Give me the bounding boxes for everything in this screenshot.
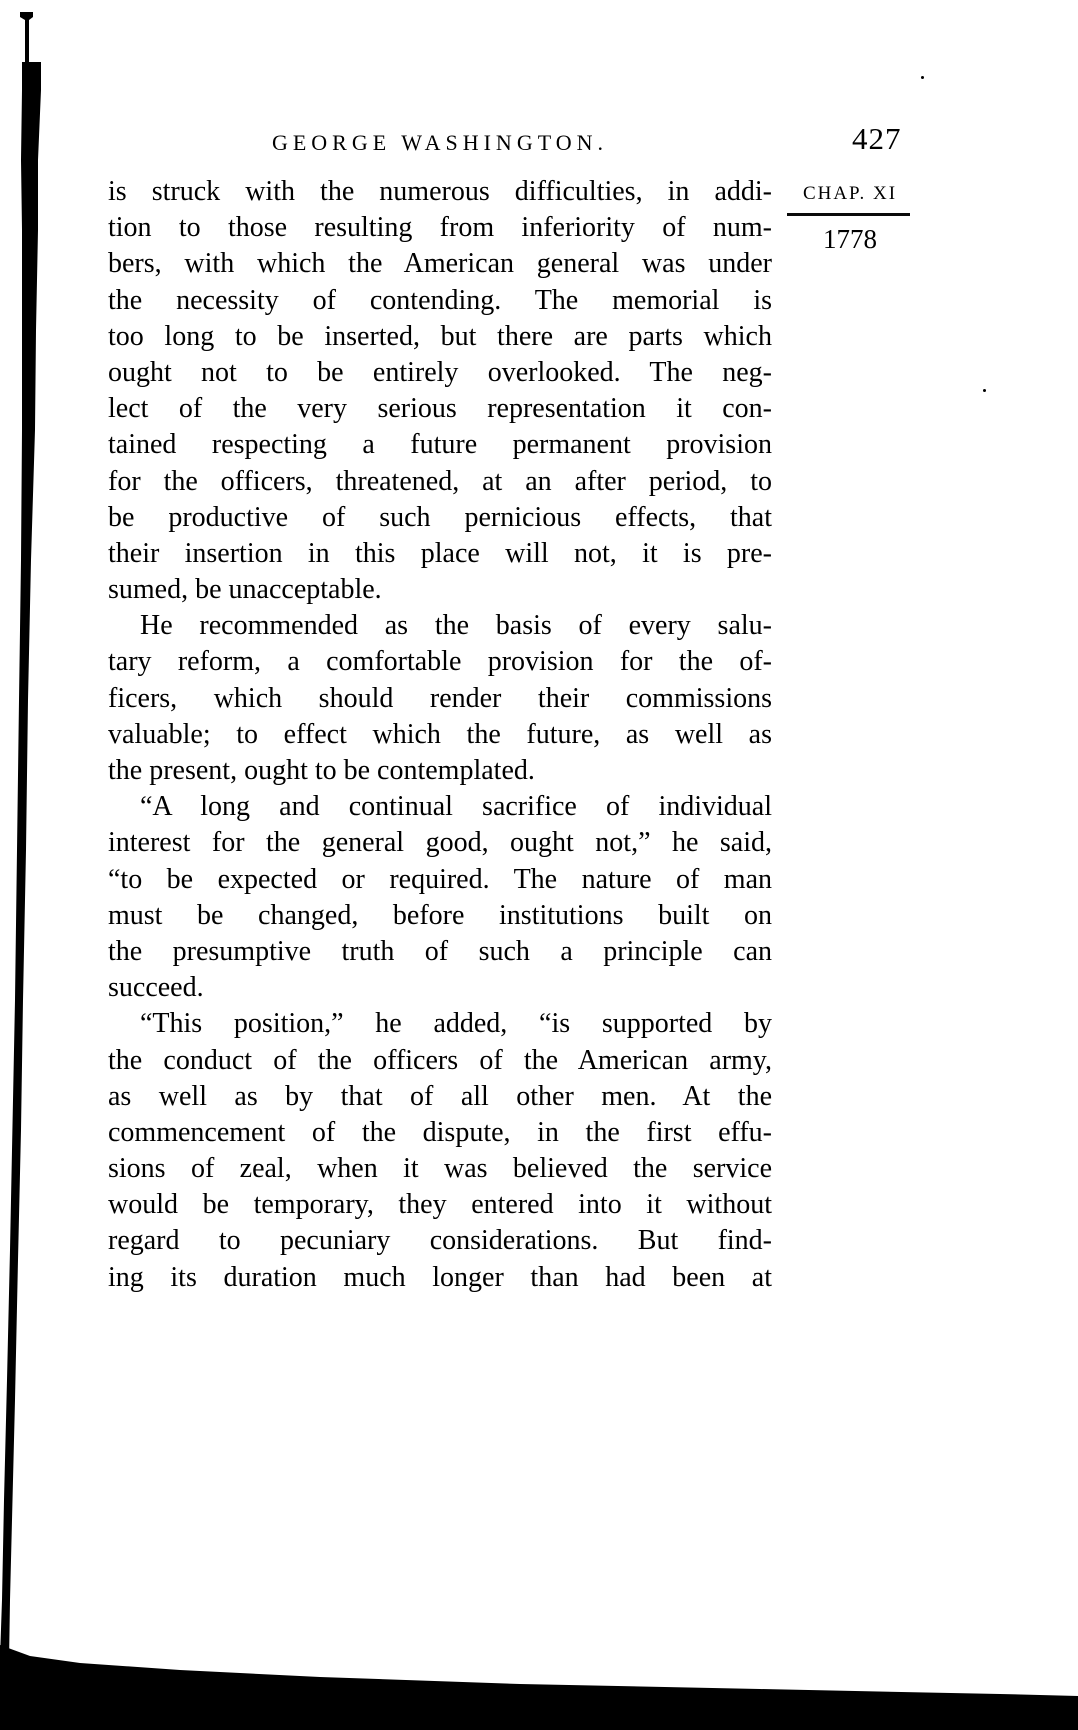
text-line: would be temporary, they entered into it without [108,1189,772,1221]
paragraph [108,1006,772,1296]
paragraph [108,789,772,1006]
text-line: interest for the general good, ought not,” he said, [108,827,772,859]
scan-speck [921,76,924,79]
scan-artifact-top-mark [20,12,33,64]
running-header: GEORGE WASHINGTON. [271,130,609,155]
text-line: ing its duration much longer than had been at [108,1261,772,1293]
text-line: succeed. [108,972,204,1004]
text-line: tion to those resulting from inferiority of num- [108,212,772,244]
text-line: their insertion in this place will not, it is pre- [108,537,772,569]
text-line: “This position,” he added, “is supported by [140,1008,772,1040]
scan-artifact-bottom-bar [0,1645,1078,1730]
text-line: the present, ought to be contemplated. [108,755,535,786]
body-text [108,174,772,1296]
text-line: tary reform, a comfortable provision for the of- [108,646,772,678]
text-line: must be changed, before institutions built on [108,899,772,931]
text-line: “to be expected or required. The nature of man [108,863,772,895]
text-line: He recommended as the basis of every salu- [140,610,772,642]
text-line: sumed, be unacceptable. [108,574,382,606]
text-line: sions of zeal, when it was believed the service [108,1153,772,1185]
text-line: commencement of the dispute, in the first effu- [108,1116,772,1148]
paragraph [108,174,772,608]
text-line: for the officers, threatened, at an after period, to [108,465,772,497]
text-line: the presumptive truth of such a principle can [108,935,772,967]
text-line: tained respecting a future permanent provision [108,429,772,461]
text-line: “A long and continual sacrifice of individual [140,791,772,823]
margin-chapter-label: CHAP. XI [802,183,898,204]
text-line: as well as by that of all other men. At the [108,1080,772,1112]
margin-year-label: 1778 [823,224,877,254]
text-line: valuable; to effect which the future, as well as [108,718,772,750]
scan-speck [983,389,986,392]
page-number: 427 [852,121,902,156]
text-line: be productive of such pernicious effects, that [108,501,772,533]
text-line: is struck with the numerous difficulties, in addi- [108,176,772,207]
text-line: the necessity of contending. The memorial is [108,284,772,316]
text-line: regard to pecuniary considerations. But find- [108,1225,772,1257]
scan-artifact-left-bar [0,62,41,1662]
text-line: lect of the very serious representation it con- [108,393,772,425]
text-line: bers, with which the American general was under [108,248,772,280]
text-line: ought not to be entirely overlooked. The neg- [108,356,772,388]
text-line: too long to be inserted, but there are parts which [108,320,772,352]
text-line: ficers, which should render their commissions [108,682,772,714]
margin-rule [787,213,910,216]
text-line: the conduct of the officers of the American army, [108,1044,772,1076]
paragraph [108,608,772,789]
